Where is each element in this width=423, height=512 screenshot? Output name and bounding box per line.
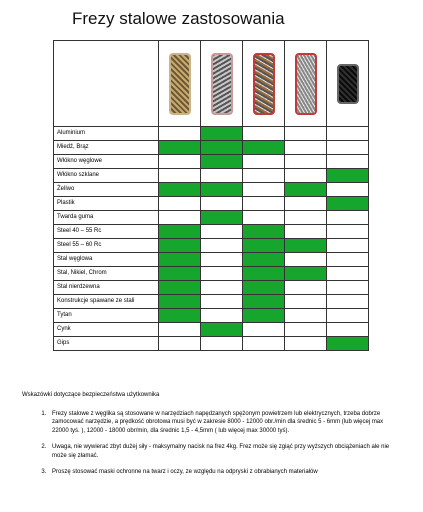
material-row	[54, 239, 369, 253]
empty-cell	[243, 323, 285, 337]
tool-image-cell	[327, 41, 369, 127]
material-label: Tytan	[54, 309, 159, 323]
material-label: Steel 55 – 60 Rc	[54, 239, 159, 253]
material-row	[54, 267, 369, 281]
empty-cell	[159, 323, 201, 337]
applicable-cell	[159, 281, 201, 295]
empty-cell	[201, 197, 243, 211]
empty-cell	[327, 225, 369, 239]
material-row	[54, 197, 369, 211]
empty-cell	[243, 337, 285, 351]
note-item: 1. Frezy stalowe z węglika są stosowane w narzędziach napędzanych spężonym powietrzem lub elektrycznych, trzeba dobrze zamocować narzędzie, a prędkość obrotowa musi być w zakresie 8000 - 12000 obr./min dla średnic 5 - 6mm (lub więcej max 22000 tyś. ), 12000 - 18000 obr/min, dla średnic 1,5 - 4,5mm ( lub więcej max 30000 tyś).	[48, 410, 400, 436]
material-label: Cynk	[54, 323, 159, 337]
applicable-cell	[201, 323, 243, 337]
applicable-cell	[327, 169, 369, 183]
tool-image-cell	[201, 41, 243, 127]
safety-notes	[22, 391, 400, 485]
empty-cell	[159, 127, 201, 141]
empty-cell	[327, 281, 369, 295]
material-row	[54, 127, 369, 141]
applicable-cell	[327, 337, 369, 351]
tool-image-cell	[243, 41, 285, 127]
empty-cell	[243, 183, 285, 197]
material-label: Stal, Nikiel, Chrom	[54, 267, 159, 281]
notes-heading: Wskazówki dotyczące bezpieczeństwa użytkownika	[22, 392, 160, 398]
applicable-cell	[243, 239, 285, 253]
applicable-cell	[159, 253, 201, 267]
material-label: Włókno szklane	[54, 169, 159, 183]
material-label: Steel 40 – 55 Rc	[54, 225, 159, 239]
applicable-cell	[243, 225, 285, 239]
empty-cell	[243, 155, 285, 169]
applicable-cell	[243, 281, 285, 295]
applicable-cell	[201, 155, 243, 169]
material-row	[54, 169, 369, 183]
empty-cell	[201, 337, 243, 351]
material-row	[54, 155, 369, 169]
applicable-cell	[201, 183, 243, 197]
material-label: Żeliwo	[54, 183, 159, 197]
applicable-cell	[201, 127, 243, 141]
material-row	[54, 225, 369, 239]
applicable-cell	[243, 253, 285, 267]
material-label: Włókno węglowe	[54, 155, 159, 169]
applicable-cell	[243, 295, 285, 309]
note-item: 2. Uwaga, nie wywierać zbyt dużej siły - maksymalny nacisk na frez 4kg. Frez może się zgiąć przy wyższych obciążeniach ale nie może się złamać.	[48, 443, 400, 460]
empty-cell	[285, 169, 327, 183]
material-label: Aluminium	[54, 127, 159, 141]
material-row	[54, 253, 369, 267]
applicable-cell	[327, 197, 369, 211]
empty-cell	[285, 225, 327, 239]
empty-cell	[327, 155, 369, 169]
material-row	[54, 141, 369, 155]
application-table	[53, 40, 369, 351]
applicable-cell	[243, 309, 285, 323]
gold-spiral-burr-icon	[169, 53, 191, 115]
empty-cell	[243, 169, 285, 183]
empty-cell	[285, 323, 327, 337]
material-row	[54, 281, 369, 295]
empty-cell	[243, 211, 285, 225]
applicable-cell	[285, 183, 327, 197]
empty-cell	[159, 155, 201, 169]
applicable-cell	[159, 267, 201, 281]
tool-image-cell	[159, 41, 201, 127]
note-item: 3. Proszę stosować maski ochronne na twarz i oczy, ze względu na odpryski z obrabianych materiałów	[48, 468, 400, 477]
empty-cell	[159, 337, 201, 351]
empty-cell	[327, 141, 369, 155]
tool-image-cell	[285, 41, 327, 127]
material-row	[54, 183, 369, 197]
empty-cell	[285, 141, 327, 155]
empty-cell	[285, 155, 327, 169]
material-label: Konstrukcje spawane ze stali	[54, 295, 159, 309]
silver-spiral-burr-icon	[211, 53, 233, 115]
applicable-cell	[159, 141, 201, 155]
empty-cell	[327, 267, 369, 281]
material-label: Plastik	[54, 197, 159, 211]
applicable-cell	[243, 141, 285, 155]
empty-cell	[327, 323, 369, 337]
empty-cell	[285, 309, 327, 323]
red-fine-cut-burr-icon	[295, 53, 317, 115]
empty-cell	[159, 169, 201, 183]
empty-cell	[159, 211, 201, 225]
material-label: Stal węglowa	[54, 253, 159, 267]
empty-cell	[201, 253, 243, 267]
empty-cell	[327, 295, 369, 309]
applicable-cell	[285, 267, 327, 281]
empty-cell	[327, 239, 369, 253]
black-double-cut-burr-icon	[337, 64, 359, 104]
empty-cell	[201, 281, 243, 295]
applicable-cell	[243, 267, 285, 281]
material-label: Twarda guma	[54, 211, 159, 225]
page-title: Frezy stalowe zastosowania	[72, 9, 285, 28]
empty-cell	[243, 127, 285, 141]
applicable-cell	[159, 295, 201, 309]
empty-cell	[327, 183, 369, 197]
empty-cell	[201, 239, 243, 253]
applicable-cell	[201, 141, 243, 155]
header-empty-cell	[54, 41, 159, 127]
empty-cell	[285, 295, 327, 309]
material-row	[54, 211, 369, 225]
empty-cell	[201, 169, 243, 183]
empty-cell	[327, 253, 369, 267]
applicable-cell	[159, 183, 201, 197]
empty-cell	[285, 337, 327, 351]
applicable-cell	[159, 309, 201, 323]
notes-list	[22, 410, 400, 477]
material-row	[54, 309, 369, 323]
material-label: Gips	[54, 337, 159, 351]
empty-cell	[243, 197, 285, 211]
material-row	[54, 323, 369, 337]
tool-header-row	[54, 41, 369, 127]
red-diamond-cut-burr-icon	[253, 53, 275, 115]
empty-cell	[159, 197, 201, 211]
material-row	[54, 337, 369, 351]
material-label: Stal nierdzewna	[54, 281, 159, 295]
empty-cell	[327, 127, 369, 141]
empty-cell	[201, 309, 243, 323]
empty-cell	[327, 309, 369, 323]
applicable-cell	[159, 225, 201, 239]
applicable-cell	[201, 211, 243, 225]
material-row	[54, 295, 369, 309]
applicable-cell	[285, 239, 327, 253]
empty-cell	[285, 127, 327, 141]
material-label: Miedź, Brąz	[54, 141, 159, 155]
empty-cell	[285, 253, 327, 267]
empty-cell	[285, 211, 327, 225]
empty-cell	[285, 281, 327, 295]
empty-cell	[201, 295, 243, 309]
empty-cell	[201, 267, 243, 281]
applicable-cell	[159, 239, 201, 253]
empty-cell	[201, 225, 243, 239]
empty-cell	[327, 211, 369, 225]
empty-cell	[285, 197, 327, 211]
